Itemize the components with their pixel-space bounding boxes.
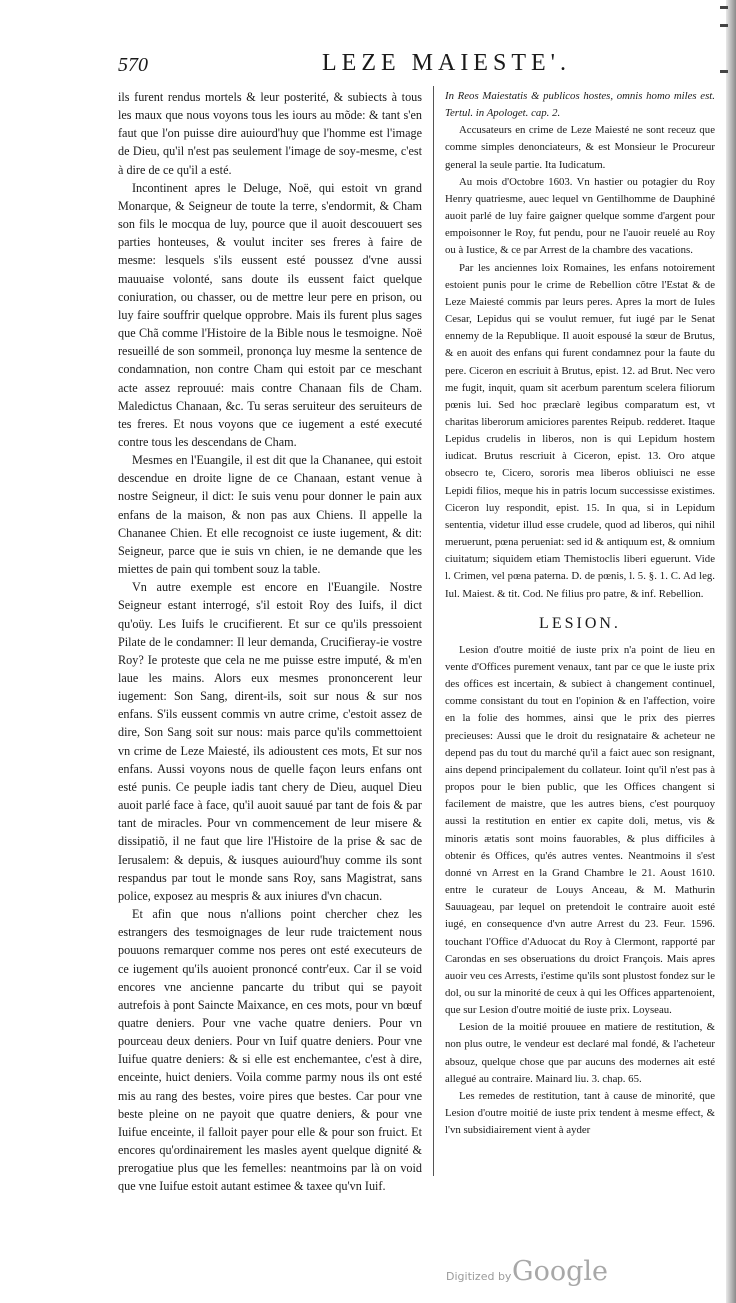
google-logo: Google xyxy=(512,1256,608,1287)
page-edge xyxy=(726,0,736,1303)
paragraph: ils furent rendus mortels & leur posterité, & subiects à tous les maux que nous voyons tous les iours au mõde: & tant s'en faut que l'on puisse dire auiourd'huy que l'homme est l'image de Dieu, qu'il n'est pas seulement l'image de soy-mesme, c'est à dire de ce qu'il a esté. xyxy=(118,90,422,177)
paragraph: Mesmes en l'Euangile, il est dit que la Chananee, qui estoit descendue en droite ligne de ce Chanaan, estant venue à nostre Seigneur, il dict: Ie suis venu pour donner le pain aux enfans de la maison, & non pas aux Chiens. Il appelle la Chananee Chien. Et elle recognoist ce iuste iugement, & dit: Seigneur, parce que ie suis vn chien, ie ne demande que les miettes de pain qui tombent souz la table. xyxy=(118,453,422,577)
paragraph: Accusateurs en crime de Leze Maiesté ne sont receuz que comme simples denonciateurs, & est Monsieur le Procureur general la seule partie. Ita Iudicatum. xyxy=(445,124,715,171)
page-header xyxy=(112,48,712,80)
paragraph: Par les anciennes loix Romaines, les enfans notoirement estoient punis pour le crime de Rebellion cõtre l'Estat & de Leze Maiesté commis par leurs peres. Apres la mort de Iules Cesar, Lepidus qui se voulut remuer, fut iugé par le Senat ennemy de la Republique. Il auoit espousé la sœur de Brutus, & en auoit des enfans qui furent condamnez pour la faute du pere. Ciceron en escriuit à Brutus, epist. 12. ad Brut. Nec vero me fugit, inquit, quam sit acerbum parentum scelera filiorum pœnis lui. Sed hoc præclarè legibus comparatum est, vt charitas liberorum amiciores parentes Reipub. redderet. Itaque Lepidus crudelis in liberos, non is qui Lepidum hostem iudicat. Brutus rescriuit à Ciceron, epist. 13. Oro atque obsecro te, Cicero, sororis mea liberos obliuisci ne esse Lepidi filios, meque his in patris locum successisse existimes. Ciceron luy respondit, epist. 15. In qua, si in Lepidum sententia, videtur illud esse crudele, quod ad liberos, qui nihil meruerunt, pœna perueniat: sed id & antiquum est, & omnium ciuitatum; siquidem etiam Themistoclis liberi eguerunt. Vide l. Crimen, vel pœna paterna. D. de pœnis, l. 5. §. 1. C. Ad leg. Iul. Maiest. & tit. Cod. Ne filius pro patre, & inf. Rebellion. xyxy=(445,261,715,600)
edge-mark xyxy=(720,24,728,27)
column-divider xyxy=(433,86,434,1176)
paragraph: Les remedes de restitution, tant à cause de minorité, que Lesion d'outre moitié de iuste prix tendent à mesme effect, & l'vn subsidiairement vient à ayder xyxy=(445,1089,715,1137)
left-column xyxy=(118,88,422,1196)
edge-mark xyxy=(720,70,728,73)
google-watermark xyxy=(446,1256,646,1292)
paragraph: Au mois d'Octobre 1603. Vn hastier ou potagier du Roy Henry quatriesme, auec lequel vn Gentilhomme de Dauphiné auoit parlé de luy faire gaigner quelque somme d'argent pour empoisonner le Roy, fut pendu, pour ne l'auoir reuelé au Roy ou à Iustice, & ce par Arrest de la chambre des vacations. xyxy=(445,175,715,257)
paragraph: Lesion de la moitié prouuee en matiere de restitution, & non plus outre, le vendeur est declaré mal fondé, & l'acheteur absouz, quelque chose que par aucuns des modernes ait esté allegué au contraire. Mainard liu. 3. chap. 65. xyxy=(445,1021,715,1085)
paragraph: Incontinent apres le Deluge, Noë, qui estoit vn grand Monarque, & Seigneur de toute la terre, s'endormit, & Cham son fils le mocqua de luy, pource que il auoit descouuert ses parties honteuses, & voulut inciter ses freres à faire de mesme: lesquels s'ils eussent esté poussez d'vne aussi mauuaise volonté, sans doute ils eussent faict quelque coniuration, ou chasser, ou de mettre leur pere en prison, ou luy faire souffrir quelque opprobre. Mais ils furent plus sages que Chã comme l'Histoire de la Bible nous le tesmoigne. Noë resueillé de son sommeil, prononça luy mesme la sentence de condamnation, non contre Cham qui estoit par ce meschant acte assez reprouué: mais contre Chanaan fils de Cham. Maledictus Chanaan, &c. Tu seras seruiteur des seruiteurs de tes freres. Et nous voyons que ce iugement a esté executé contre tous les descendans de Cham. xyxy=(118,180,422,449)
paragraph: Et afin que nous n'allions point chercher chez les estrangers des tesmoignages de leur rude traictement nous pouuons remarquer comme nos peres ont esté executeurs de ce iugement qu'ils auoient prononcé contr'eux. Car il se void encores vne ancienne pancarte du tribut qui se payoit autrefois à pont Saincte Maixance, en ces mots, pour vn bœuf quatre deniers. Pour vne vache quatre deniers. Pour vn pourceau deux deniers. Pour vn Iuif quatre deniers. Pour vne Iuifue quatre deniers: & si elle est enchemantee, c'est à dire, enceinte, huict deniers. Voila comme parmy nous ils ont esté mis au rang des bestes, voire pires que bestes. Car pour vne beste pleine on ne payoit que quatre deniers, & pour vne Iuifue enceinte, il falloit payer pour elle & pour son fruict. Et encores qu'ordinairement les masles ayent quelque dignité & prerogatiue plus que les femelles: neantmoins par là on void que vne Iuifue estoit autant estimee & taxee qu'vn Iuif. xyxy=(118,907,422,1194)
running-title: LEZE MAIESTE'. xyxy=(322,50,571,76)
paragraph: Vn autre exemple est encore en l'Euangile. Nostre Seigneur estant interrogé, s'il estoit Roy des Iuifs, il dict qu'oüy. Les Iuifs le crucifierent. Et sur ce qu'ils pressoient Pilate de le condamner: Il leur demanda, Crucifieray-ie vostre Roy? Ie proteste que cela ne me puisse estre imputé, & m'en laue les mains. Alors eux mesmes prononcerent leur iugement: Son Sang, dirent-ils, soit sur nous & sur nos enfans. S'ils eussent commis vn autre crime, c'estoit assez de dire, Son Sang soit sur nous: mais parce qu'ils commettoient vn crime de Leze Maiesté, ils adioustent ces mots, Et sur nos enfans. Aussi voyons nous de quelle façon leurs enfans ont esté punis. Ce peuple iadis tant chery de Dieu, auquel Dieu auoit parlé face à face, qu'il auoit sauué par tant de fois & par tant de miracles. Pour vn commencement de leur misere & dissipatiõ, il ne faut que lire l'Histoire de la prise & sac de Ierusalem: & depuis, & iusques auiourd'huy comme ils sont respandus par tout le monde sans Roy, sans Magistrat, sans police, exposez au mespris & aux iniures d'vn chacun. xyxy=(118,580,422,903)
watermark-prefix: Digitized by xyxy=(446,1270,512,1283)
section-heading-lesion: LESION. xyxy=(539,614,621,632)
paragraph: Lesion d'outre moitié de iuste prix n'a point de lieu en vente d'Offices purement venaux, tant par ce que le iuste prix des offices est incertain, & subiect à changement continuel, comme consistant du tout en l'opinion & en l'affection, voire en la folie des hommes, ainsi que le prix des pierres precieuses: Aussi que le droit du resignataire & acheteur ne depend pas du tout du marché qu'il a faict auec son resignant, ains depend principalement du collateur. Ioint qu'il n'est pas à propos pour le bien public, que les Offices changent si facilement de maistre, que les autres biens, c'est pourquoy aussi la restitution en entier ex capite doli, metus, vis & minoris ætatis sont moins fauorables, & plus difficiles à obtenir és Offices, qu'és autres ventes. Neantmoins il s'est donné vn Arrest en la Grand Chambre le 21. Aoust 1610. entre le curateur de Louys Anceau, & M. Mathurin Sauuageau, par lequel on pretendoit le contraire auoit esté iugé, en consequence d'vn autre Arrest du 23. Feur. 1596. touchant l'Office d'Aduocat du Roy à Clermont, rapporté par Carondas en ses obseruations du droict François. Mais apres auoir veu ces Arrests, i'estime qu'ils sont plustost fondez sur le dol, ou sur la minorité de ceux à qui les Offices appartenoient, que sur Lesion d'outre moitié de iuste prix. Loyseau. xyxy=(445,643,715,1017)
page-number: 570 xyxy=(118,54,148,76)
right-column xyxy=(445,88,715,1139)
edge-mark xyxy=(720,6,728,9)
latin-citation: In Reos Maiestatis & publicos hostes, omnis homo miles est. Tertul. in Apologet. cap. 2. xyxy=(445,90,715,120)
